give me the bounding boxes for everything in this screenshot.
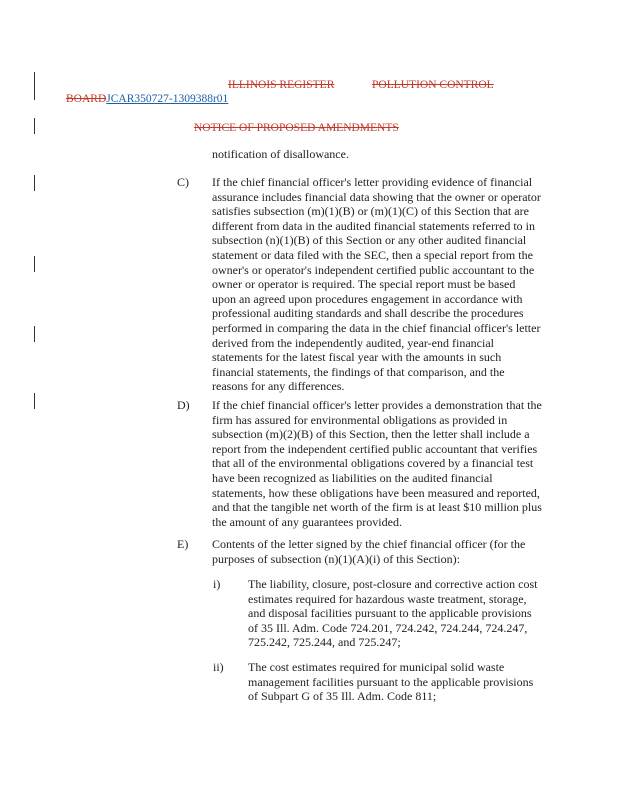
board-title-part2: BOARD: [66, 93, 107, 105]
item-label-d: D): [177, 398, 190, 412]
jcar-code: JCAR350727-1309388r01: [106, 93, 229, 105]
change-bar: [34, 118, 35, 134]
change-bar: [34, 72, 35, 100]
subitem-label-ii: ii): [213, 660, 224, 674]
item-label-e: E): [177, 537, 189, 551]
item-text-d: If the chief financial officer's letter provides a demonstration that the firm has assured for environmental obligations as provided in subsection (m)(2)(B) of this Section, then the letter shall include a report from the independent certified public accountant that verifies that all of the environmental obligations covered by a financial test have been recognized as liabilities on the audited financial statements, how these obligations have been measured and reported, and that the tangible net worth of the firm is at least $10 million plus the amount of any guarantees provided.: [212, 398, 542, 529]
change-bar: [34, 393, 35, 409]
change-bar: [34, 326, 35, 342]
subitem-text-i: The liability, closure, post-closure and corrective action cost estimates required for hazardous waste treatment, storage, and disposal facilities pursuant to the applicable provisions of 35 Ill. Adm. Code 724.201, 724.242, 724.244, 724.247, 725.242, 725.244, and 725.247;: [248, 577, 538, 650]
notice-title-text: NOTICE OF PROPOSED AMENDMENTS: [194, 122, 399, 134]
subitem-text-ii: The cost estimates required for municipal solid waste management facilities pursuant to the applicable provisions of Subpart G of 35 Ill. Adm. Code 811;: [248, 660, 534, 704]
notice-title: [194, 122, 399, 134]
subitem-label-i: i): [213, 577, 221, 591]
register-title: [228, 79, 334, 91]
register-title-text: ILLINOIS REGISTER: [228, 79, 335, 91]
board-title-line1: [372, 79, 494, 91]
continuation-text: notification of disallowance.: [212, 147, 349, 161]
change-bar: [34, 256, 35, 272]
change-bar: [34, 175, 35, 191]
board-title-part1: POLLUTION CONTROL: [372, 79, 494, 91]
board-title-line2: [66, 93, 228, 105]
item-label-c: C): [177, 175, 189, 189]
item-text-c: If the chief financial officer's letter providing evidence of financial assurance includes financial data showing that the owner or operator satisfies subsection (m)(1)(B) or (m)(1)(C) of this Section that are different from data in the audited financial statements referred to in subsection (n)(1)(B) of this Section or any other audited financial statement or data filed with the SEC, then a special report from the owner's or operator's independent certified public accountant to the owner or operator is required. The special report must be based upon an agreed upon procedures engagement in accordance with professional auditing standards and shall describe the procedures performed in comparing the data in the chief financial officer's letter derived from the independently audited, year-end financial statements for the latest fiscal year with the amounts in such financial statements, the findings of that comparison, and the reasons for any differences.: [212, 175, 541, 394]
item-text-e: Contents of the letter signed by the chief financial officer (for the purposes of subsection (n)(1)(A)(i) of this Section):: [212, 537, 526, 566]
